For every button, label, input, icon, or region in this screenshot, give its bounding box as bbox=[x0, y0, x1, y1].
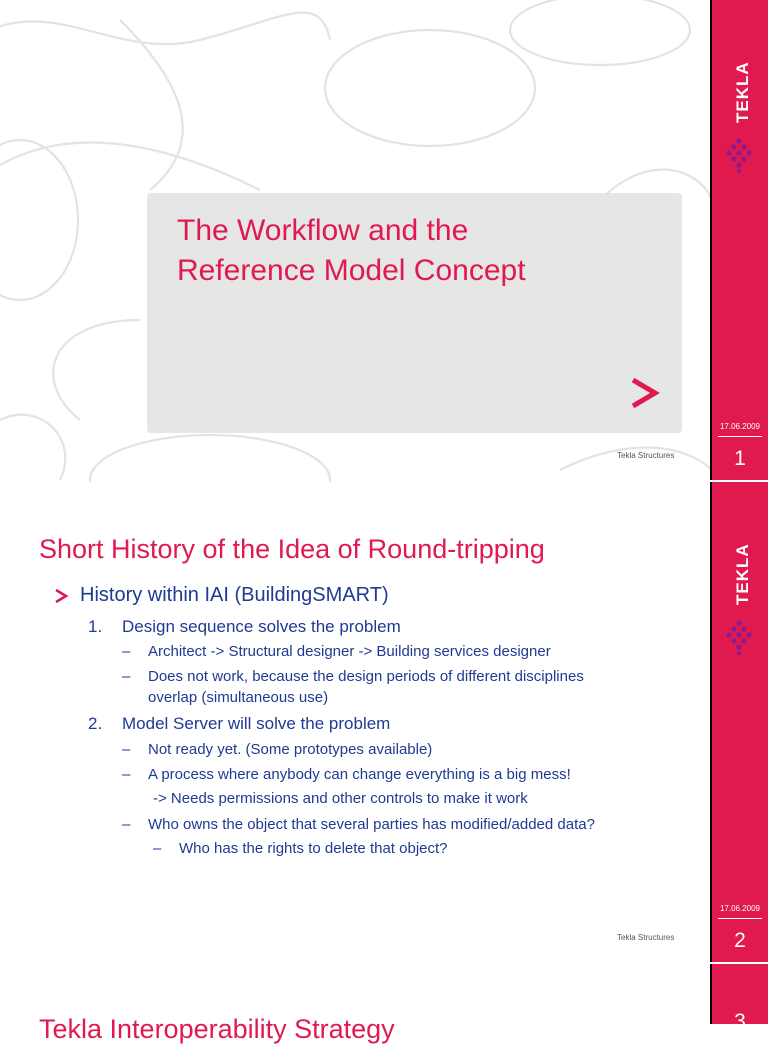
list-number: 1. bbox=[88, 617, 103, 636]
dash-marker: – bbox=[153, 840, 162, 857]
tekla-logo-icon bbox=[724, 48, 758, 178]
chevron-right-icon bbox=[629, 376, 659, 410]
slide-title-partial: Tekla Interoperability Strategy bbox=[39, 1014, 395, 1044]
sub-item-continued: overlap (simultaneous use) bbox=[148, 689, 329, 706]
footer-text: Tekla Structures bbox=[617, 933, 675, 942]
chevron-right-icon bbox=[54, 588, 68, 604]
sub-item: Who owns the object that several parties has modified/added data? bbox=[148, 816, 595, 833]
slide-title bbox=[177, 211, 657, 291]
slide-title-line-1: The Workflow and the bbox=[177, 214, 469, 247]
sub-item: Not ready yet. (Some prototypes available) bbox=[148, 741, 433, 758]
brand-sidebar bbox=[710, 0, 768, 480]
slide-title: Short History of the Idea of Round-tripping bbox=[39, 534, 545, 564]
slide-3 bbox=[0, 964, 768, 1044]
dash-marker: – bbox=[122, 816, 131, 833]
brand-sidebar bbox=[710, 964, 768, 1033]
page-number: 2 bbox=[734, 929, 746, 952]
list-number: 2. bbox=[88, 714, 103, 733]
dash-marker: – bbox=[122, 668, 131, 685]
slide-1 bbox=[0, 0, 768, 480]
footer-text: Tekla Structures bbox=[617, 451, 675, 460]
dash-marker: – bbox=[122, 741, 131, 758]
sub-item-continued: -> Needs permissions and other controls to make it work bbox=[153, 790, 528, 807]
divider bbox=[718, 918, 762, 919]
dash-marker: – bbox=[122, 643, 131, 660]
slide-date: 17.06.2009 bbox=[719, 904, 761, 913]
sub-item: A process where anybody can change everything is a big mess! bbox=[148, 766, 571, 783]
bullet-heading: History within IAI (BuildingSMART) bbox=[80, 584, 389, 606]
slide-title-line-2: Reference Model Concept bbox=[177, 254, 526, 287]
sub-item: Does not work, because the design periods of different disciplines bbox=[148, 668, 584, 685]
title-box bbox=[147, 193, 682, 433]
slide-date: 17.06.2009 bbox=[719, 422, 761, 431]
list-item: Model Server will solve the problem bbox=[122, 714, 391, 733]
sub-item: Architect -> Structural designer -> Building services designer bbox=[148, 643, 551, 660]
divider bbox=[718, 436, 762, 437]
tekla-logo-icon bbox=[724, 530, 758, 660]
sub-sub-item: Who has the rights to delete that object? bbox=[179, 840, 448, 857]
page-number: 3 bbox=[734, 1010, 746, 1033]
logo-wordmark: TEKLA bbox=[733, 543, 752, 605]
slide-2 bbox=[0, 482, 768, 962]
logo-wordmark: TEKLA bbox=[733, 61, 752, 123]
brand-sidebar bbox=[710, 482, 768, 962]
page-number: 1 bbox=[734, 447, 746, 470]
list-item: Design sequence solves the problem bbox=[122, 617, 401, 636]
dash-marker: – bbox=[122, 766, 131, 783]
